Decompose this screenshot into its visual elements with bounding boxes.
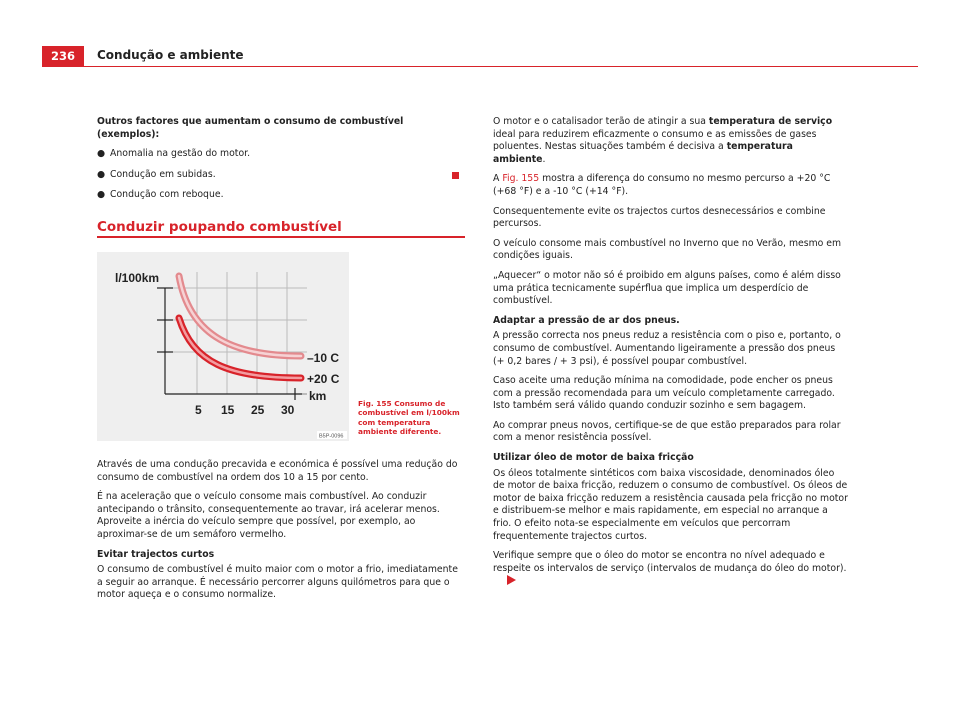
x-axis-label: km — [309, 389, 327, 403]
figure-code: B5P-0096 — [319, 433, 344, 440]
paragraph: O motor e o catalisador terão de atingir a sua temperatura de serviço ideal para reduzirem eficazmente o consumo e as emissões de gases poluentes. Nestas situações também é decisiva a temperatura ambiente. — [493, 116, 833, 165]
section-end-marker — [452, 172, 459, 179]
bullet-icon: ● — [97, 168, 106, 180]
curve-label-plus20: +20 C — [307, 372, 340, 386]
paragraph: É na aceleração que o veículo consome mais combustível. Ao conduzir antecipando o trânsito, consequentemente ao travar, irá acelerar menos. Aproveite a inércia do veículo sempre que possível, por exemplo, ao aproximar-se de um semáforo vermelho. — [97, 491, 440, 540]
paragraph: Verifique sempre que o óleo do motor se encontra no nível adequado e respeite os intervalos de serviço (intervalos de mudança do óleo do motor). — [493, 550, 848, 589]
subheading-tyre-pressure: Adaptar a pressão de ar dos pneus. — [493, 314, 680, 326]
bullet-item — [97, 148, 465, 161]
x-tick-label: 25 — [251, 403, 265, 417]
paragraph: Consequentemente evite os trajectos curtos desnecessários e combine percursos. — [493, 205, 826, 230]
paragraph: A Fig. 155 mostra a diferença do consumo no mesmo percurso a +20 °C (+68 °F) e a -10 °C (+14 °F). — [493, 173, 831, 197]
paragraph: „Aquecer“ o motor não só é proibido em alguns países, como é além disso uma prática tecnicamente supérflua que implica um desperdício de combustível. — [493, 269, 841, 307]
paragraph: Caso aceite uma redução mínima na comodidade, pode encher os pneus com a pressão recomendada para um veículo completamente carregado. Isto também será válido quando conduzir sozinho e sem bagagem. — [493, 375, 835, 412]
subheading-low-friction-oil: Utilizar óleo de motor de baixa fricção — [493, 452, 694, 464]
left-column-lower — [97, 459, 465, 609]
right-column — [493, 116, 848, 596]
x-tick-label: 30 — [281, 403, 295, 417]
paragraph: Os óleos totalmente sintéticos com baixa viscosidade, denominados óleo de motor de baixa fricção, reduzem o consumo de combustível. Os óleos de motor de baixa fricção reduzem a resistência causada pela fricção no motor e distribuem-se melhor e mais rapidamente, em especial no arranque a frio. O efeito nota-se especialmente em veículos que percorram frequentemente trajectos curtos. — [493, 467, 848, 542]
x-tick-label: 5 — [195, 403, 202, 417]
continue-arrow-icon — [507, 575, 516, 585]
bullet-text: Condução em subidas. — [110, 168, 216, 180]
paragraph: Ao comprar pneus novos, certifique-se de que estão preparados para rolar com a menor resistência possível. — [493, 419, 841, 444]
intro-heading: Outros factores que aumentam o consumo de combustível (exemplos): — [97, 116, 404, 140]
curve-label-minus10: –10 C — [307, 351, 340, 365]
header-rule — [42, 66, 918, 67]
page-number: 236 — [42, 46, 84, 66]
paragraph: O veículo consome mais combustível no Inverno que no Verão, mesmo em condições iguais. — [493, 237, 842, 262]
section-rule — [97, 236, 465, 238]
x-tick-label: 15 — [221, 403, 235, 417]
bullet-item — [97, 169, 465, 182]
consumption-chart-svg — [97, 252, 349, 441]
subheading-short-trips: Evitar trajectos curtos — [97, 548, 215, 560]
paragraph: A pressão correcta nos pneus reduz a resistência com o piso e, portanto, o consumo de combustível. Aumentando ligeiramente a pressão dos pneus (+ 0,2 bares / + 3 psi), é possível poupar combustível. — [493, 330, 841, 367]
figure-consumption-chart — [97, 252, 349, 441]
bullet-icon: ● — [97, 148, 106, 160]
paragraph: Através de uma condução precavida e económica é possível uma redução do consumo de combustível na ordem dos 10 a 15 por cento. — [97, 459, 458, 483]
y-axis-label: l/100km — [115, 271, 160, 285]
bullet-icon: ● — [97, 189, 106, 201]
left-column — [97, 116, 465, 210]
bullet-text: Condução com reboque. — [110, 189, 224, 201]
page-title: Condução e ambiente — [97, 48, 244, 62]
section-title: Conduzir poupando combustível — [97, 219, 342, 235]
bullet-item — [97, 189, 465, 202]
figure-link[interactable]: Fig. 155 — [502, 173, 540, 185]
paragraph: O consumo de combustível é muito maior com o motor a frio, imediatamente a seguir ao arranque. É necessário percorrer alguns quilómetros para que o motor aqueça e o consumo normalize. — [97, 564, 458, 601]
figure-caption: Fig. 155 Consumo de combustível em l/100km com temperatura ambiente diferente. — [358, 399, 460, 437]
bullet-text: Anomalia na gestão do motor. — [110, 148, 251, 160]
